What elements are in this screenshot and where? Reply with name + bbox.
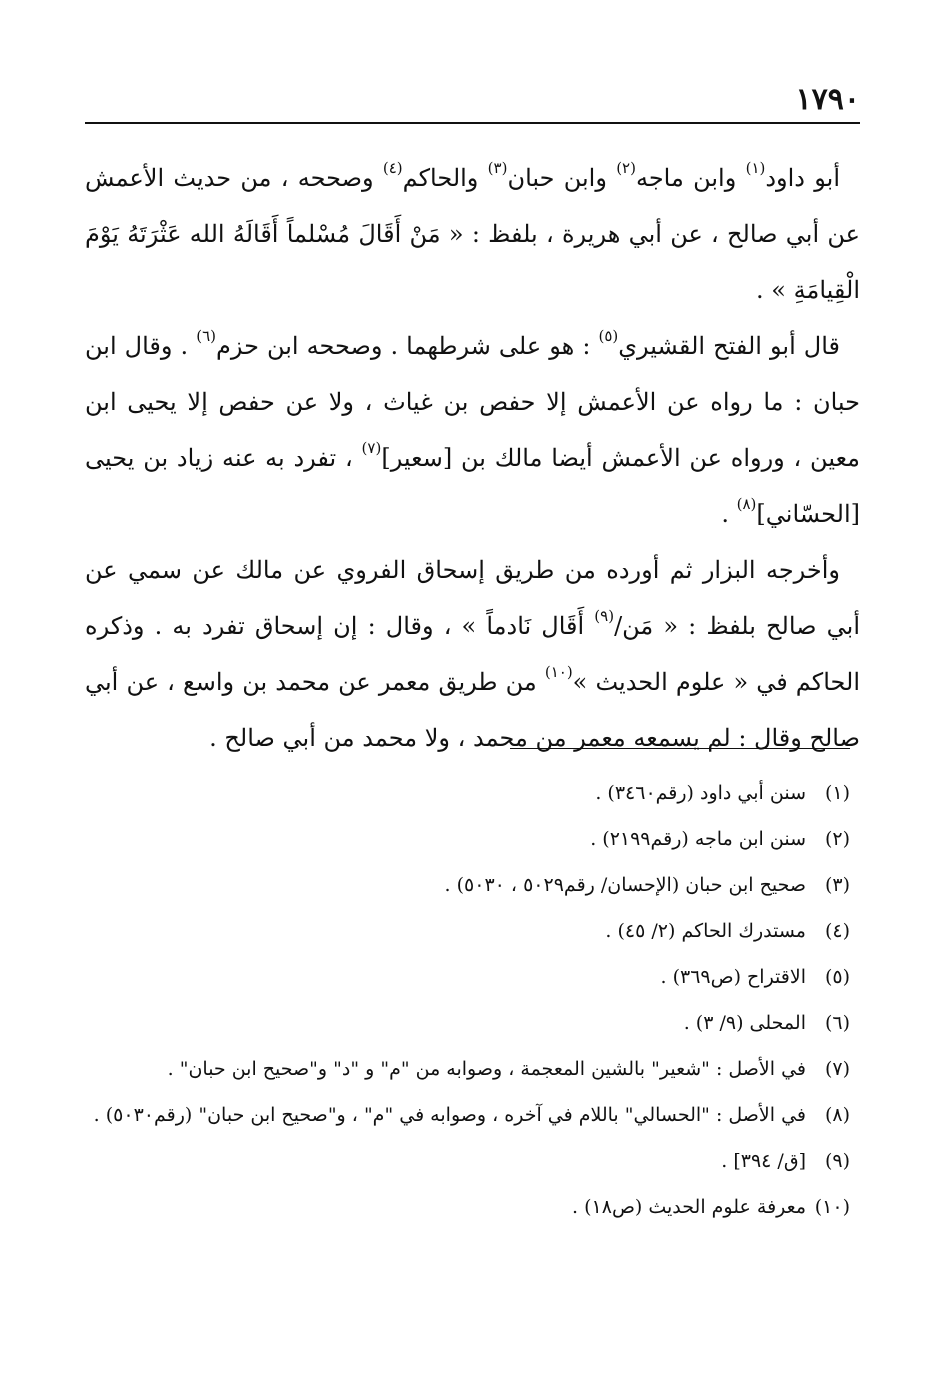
footnote-ref-8: (٨)	[736, 495, 757, 513]
footnote-ref-9: (٩)	[594, 607, 615, 625]
paragraph-2	[85, 318, 860, 542]
footnote-text: سنن ابن ماجه (رقم٢١٩٩) .	[590, 828, 806, 850]
footnote-ref-5: (٥)	[598, 327, 619, 345]
paragraph-3	[85, 542, 860, 766]
footnote-text: سنن أبي داود (رقم٣٤٦٠) .	[595, 782, 806, 804]
footnote	[85, 1000, 850, 1046]
footnote-ref-7: (٧)	[361, 439, 382, 457]
footnote-number: (١٠)	[814, 1196, 850, 1218]
footnote-text: صحيح ابن حبان (الإحسان/ رقم٥٠٢٩ ، ٥٠٣٠) .	[444, 874, 806, 896]
text-run: قال أبو الفتح القشيري	[618, 332, 841, 360]
text-run: والحاكم	[402, 164, 488, 192]
page-number: ١٧٩٠	[795, 82, 860, 117]
footnote-number: (١)	[824, 782, 850, 804]
text-run: ، تفرد به عنه زياد بن يحيى [الحسّاني]	[85, 444, 860, 528]
footnote	[85, 1184, 850, 1230]
footnote	[85, 908, 850, 954]
main-text	[85, 150, 860, 766]
text-run: أَقَال نَادماً » ، وقال : إن إسحاق تفرد به . وذكره الحاكم في « علوم الحديث »	[85, 612, 860, 696]
footnote-number: (٨)	[824, 1104, 850, 1126]
footnote-rule	[510, 748, 850, 749]
text-run: وصححه ، من حديث الأعمش عن أبي صالح ، عن أبي هريرة ، بلفظ : « مَنْ أَقَالَ مُسْلماً أَقَالَهُ الله عَثْرَتَهُ يَوْمَ الْقِيامَةِ » .	[85, 164, 860, 304]
footnote-ref-10: (١٠)	[544, 663, 573, 681]
footnote	[85, 954, 850, 1000]
footnote-ref-1: (١)	[745, 159, 766, 177]
text-run: وابن ماجه	[635, 164, 746, 192]
footnote-text: معرفة علوم الحديث (ص١٨) .	[572, 1196, 806, 1218]
paragraph-1	[85, 150, 860, 318]
footnote-number: (٥)	[824, 966, 850, 988]
footnote-ref-6: (٦)	[196, 327, 216, 345]
footnote	[85, 816, 850, 862]
text-run: . وقال ابن حبان : ما رواه عن الأعمش إلا حفص بن غياث ، ولا عن حفص إلا يحيى ابن معين ، ورواه عن الأعمش أيضا مالك بن [سعير]	[85, 332, 861, 472]
footnote-text: في الأصل : "الحسالي" باللام في آخره ، وصوابه في "م" ، و"صحيح ابن حبان" (رقم٥٠٣٠) .	[93, 1104, 806, 1126]
footnote-text: المحلى (٩/ ٣) .	[683, 1012, 806, 1034]
text-run: .	[721, 500, 737, 528]
footnote-ref-4: (٤)	[382, 159, 403, 177]
text-run: وابن حبان	[507, 164, 617, 192]
footnote	[85, 862, 850, 908]
text-run: أبو داود	[765, 164, 840, 192]
footnote	[85, 1092, 850, 1138]
footnote	[85, 1046, 850, 1092]
footnote-ref-3: (٣)	[487, 159, 508, 177]
text-run: من طريق معمر عن محمد بن واسع ، عن أبي صالح وقال : لم يسمعه معمر من محمد ، ولا محمد من أبي صالح .	[85, 668, 860, 752]
footnote-ref-2: (٢)	[616, 159, 636, 177]
footnote-number: (٦)	[824, 1012, 850, 1034]
footnote-text: مستدرك الحاكم (٢/ ٤٥) .	[605, 920, 806, 942]
header-rule	[85, 122, 860, 124]
footnotes-list	[85, 770, 850, 1230]
footnote	[85, 1138, 850, 1184]
footnote-text: في الأصل : "شعير" بالشين المعجمة ، وصوابه من "م" و "د" و"صحيح ابن حبان" .	[167, 1058, 806, 1080]
footnote-number: (٣)	[824, 874, 850, 896]
footnote-number: (٢)	[824, 828, 850, 850]
footnote-text: [ق/ ٣٩٤] .	[721, 1150, 806, 1172]
footnote-text: الاقتراح (ص٣٦٩) .	[660, 966, 806, 988]
footnote-number: (٩)	[824, 1150, 850, 1172]
footnote	[85, 770, 850, 816]
footnote-number: (٤)	[824, 920, 850, 942]
footnote-number: (٧)	[824, 1058, 850, 1080]
text-run: : هو على شرطهما . وصححه ابن حزم	[215, 332, 599, 360]
text-run: وأخرجه البزار ثم أورده من طريق إسحاق الفروي عن مالك عن سمي عن أبي صالح بلفظ : « مَن/	[85, 556, 860, 640]
